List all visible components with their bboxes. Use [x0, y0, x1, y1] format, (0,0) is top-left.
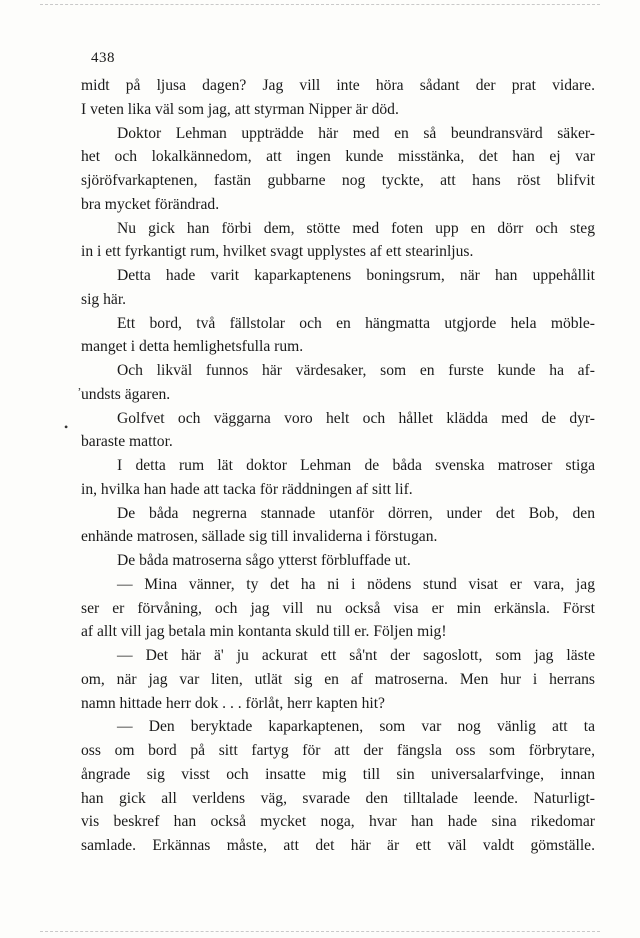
top-page-edge [40, 4, 600, 5]
margin-speck-mark: , [78, 378, 81, 392]
text-line: undsts ägaren. [81, 385, 171, 403]
text-line: — Den beryktade kaparkaptenen, som var nog vänlig att ta [117, 718, 595, 736]
text-line: — Mina vänner, ty det ha ni i nödens stund visat er vara, jag [117, 575, 595, 593]
text-line: midt på ljusa dagen? Jag vill inte höra sådant der prat vidare. [81, 77, 595, 94]
text-line: samlade. Erkännas måste, att det här är ett väl valdt gömställe. [81, 837, 595, 854]
text-line: namn hittade herr dok . . . förlåt, herr kapten hit? [81, 694, 385, 712]
text-line: baraste mattor. [81, 433, 173, 451]
text-line: in i ett fyrkantigt rum, hvilket svagt upplystes af ett stearinljus. [81, 243, 474, 261]
bottom-page-edge [40, 931, 600, 932]
text-line: ser er förvåning, och jag vill nu också visa er min erkänsla. Först [81, 599, 595, 617]
text-line: in, hvilka han hade att tacka för räddningen af sitt lif. [81, 480, 413, 498]
text-line: ångrade sig visst och insatte mig till sin universalarfvinge, innan [81, 765, 595, 783]
text-line: Nu gick han förbi dem, stötte med foten upp en dörr och steg [117, 219, 595, 237]
text-line: sjöröfvarkaptenen, fastän gubbarne nog tyckte, att hans röst blifvit [81, 172, 595, 189]
text-line: af allt vill jag betala min kontanta skuld till er. Följen mig! [81, 623, 447, 641]
text-line: han gick all verldens väg, svarade den tilltalade leende. Naturligt- [81, 789, 595, 807]
text-line: Och likväl funnos här värdesaker, som en furste kunde ha af- [117, 362, 595, 379]
text-line: manget i detta hemlighetsfulla rum. [81, 338, 304, 356]
text-line: het och lokalkännedom, att ingen kunde misstänka, det han ej var [81, 148, 595, 166]
text-line: Ett bord, två fällstolar och en hängmatta utgjorde hela möble- [117, 314, 595, 332]
text-line: De båda matroserna sågo ytterst förbluffade ut. [117, 552, 411, 569]
text-line: — Det här ä' ju ackurat ett så'nt der sagoslott, som jag läste [117, 647, 595, 664]
text-line: I detta rum lät doktor Lehman de båda svenska matroser stiga [117, 457, 595, 474]
text-line: Golfvet och väggarna voro helt och hållet klädda med de dyr- [117, 409, 595, 427]
text-line: I veten lika väl som jag, att styrman Nipper är död. [81, 100, 399, 118]
body-text [81, 74, 595, 858]
page-number: 438 [91, 50, 115, 66]
text-line: om, när jag var liten, utlät sig en af matroserna. Men hur i herrans [81, 670, 595, 688]
text-line: Doktor Lehman uppträdde här med en så beundransvärd säker- [117, 124, 595, 142]
text-line: vis beskref han också mycket noga, hvar han hade sina rikedomar [81, 813, 595, 831]
text-line: enhände matrosen, sällade sig till invaliderna i förstugan. [81, 528, 438, 546]
text-line: De båda negrerna stannade utanför dörren, under det Bob, den [117, 504, 595, 522]
text-line: sig här. [81, 290, 127, 308]
text-line: oss om bord på sitt fartyg för att der fängsla oss som förbrytare, [81, 742, 595, 759]
margin-dot-mark: • [64, 420, 69, 434]
text-line: bra mycket förändrad. [81, 195, 220, 213]
text-line: Detta hade varit kaparkaptenens boningsrum, när han uppehållit [117, 267, 595, 284]
